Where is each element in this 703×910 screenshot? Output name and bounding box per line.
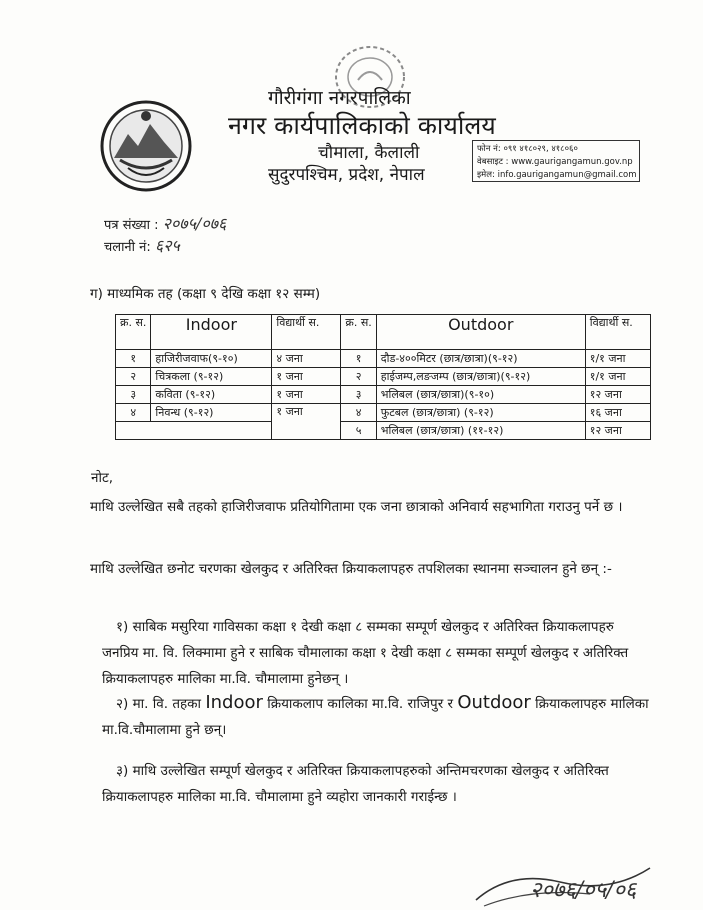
- chalani-value: ६२५: [154, 236, 180, 255]
- patra-label: पत्र संख्या :: [104, 218, 159, 233]
- contact-phone: फोन नं: ०९१ ४१८०२९, ४१८०६०: [477, 144, 578, 154]
- table-header-row: [116, 315, 651, 350]
- outdoor-count: १/१ जना: [585, 368, 650, 386]
- indoor-event: चित्रकला (९-१२): [151, 368, 272, 386]
- p4-text-c: क्रियाकलापहरु मालिका मा.वि.चौमालामा हुने छन्।: [102, 696, 649, 738]
- table-row: [116, 368, 651, 386]
- p4-indoor: Indoor: [205, 692, 263, 713]
- indoor-event: कविता (९-१२): [151, 386, 272, 404]
- outdoor-event: दौड-४००मिटर (छात्र/छात्रा)(९-१२): [376, 350, 585, 368]
- p4-outdoor: Outdoor: [457, 692, 531, 713]
- outdoor-event: भलिबल (छात्र/छात्रा) (११-१२): [376, 422, 585, 440]
- outdoor-count: १२ जना: [585, 422, 650, 440]
- paragraph-3: १) साबिक मसुरिया गाविसका कक्षा १ देखी कक्षा ८ सम्मका सम्पूर्ण खेलकुद र अतिरिक्त क्रियाकलापहरु जनप्रिय मा. वि. लिक्मामा हुने र साबिक चौमालाका कक्षा १ देखी कक्षा ८ सम्मका सम्पूर्ण खेलकुद र अतिरिक्त क्रियाकलापहरु मालिका मा.वि. चौमालामा हुनेछन् ।: [102, 619, 629, 687]
- table-row: [116, 386, 651, 404]
- paragraph-2: माथि उल्लेखित छनोट चरणका खेलकुद र अतिरिक्त क्रियाकलापहरु तपशिलका स्थानमा सञ्चालन हुने छन् :-: [90, 561, 612, 577]
- indoor-count: १ जना: [272, 386, 341, 404]
- indoor-event: निवन्ध (९-१२): [151, 404, 272, 422]
- indoor-sn: ४: [116, 404, 151, 422]
- chalani-label: चलानी नं:: [104, 240, 151, 255]
- outdoor-sn: ३: [341, 386, 376, 404]
- office-province: सुदुरपश्चिम, प्रदेश, नेपाल: [268, 165, 425, 185]
- outdoor-sn: ५: [341, 422, 376, 440]
- header-sn2: क्र. स.: [341, 315, 376, 350]
- indoor-count: ४ जना: [272, 350, 341, 368]
- signature-area: [470, 860, 680, 910]
- outdoor-event: भलिबल (छात्र/छात्रा)(९-१०): [376, 386, 585, 404]
- events-table: [115, 314, 651, 440]
- indoor-event: हाजिरीजवाफ(९-१०): [151, 350, 272, 368]
- outdoor-sn: २: [341, 368, 376, 386]
- paragraph-4: [102, 690, 650, 743]
- p4-text-a: २) मा. वि. तहका: [116, 696, 202, 712]
- contact-email: इमेल: info.gaurigangamun@gmail.com: [477, 170, 637, 180]
- outdoor-count: १२ जना: [585, 386, 650, 404]
- header-students2: विद्यार्थी स.: [585, 315, 650, 350]
- header-students: विद्यार्थी स.: [272, 315, 341, 350]
- office-place: चौमाला, कैलाली: [318, 143, 420, 163]
- outdoor-sn: १: [341, 350, 376, 368]
- header-sn: क्र. स.: [116, 315, 151, 350]
- indoor-sn: २: [116, 368, 151, 386]
- contact-website: वेबसाइट : www.gaurigangamun.gov.np: [477, 157, 633, 167]
- indoor-sn: ३: [116, 386, 151, 404]
- paragraph-5: ३) माथि उल्लेखित सम्पूर्ण खेलकुद र अतिरिक्त क्रियाकलापहरुको अन्तिमचरणका खेलकुद र अतिरिक्त क्रियाकलापहरु मालिका मा.वि. चौमालामा हुने व्यहोरा जानकारी गराईन्छ ।: [102, 763, 609, 805]
- indoor-count: १ जना: [272, 368, 341, 386]
- patra-sankhya: [104, 212, 226, 234]
- section-title: ग) माध्यमिक तह (कक्षा ९ देखि कक्षा १२ सम्म): [90, 286, 321, 302]
- chalani-number: [104, 234, 180, 256]
- contact-box: [472, 140, 640, 182]
- outdoor-event: हाईजम्प,लङजम्प (छात्र/छात्रा)(९-१२): [376, 368, 585, 386]
- office-name: नगर कार्यपालिकाको कार्यालय: [228, 111, 496, 140]
- table-row: [116, 404, 651, 422]
- indoor-count: १ जना: [272, 404, 341, 440]
- table-row: [116, 422, 651, 440]
- p4-text-b: क्रियाकलाप कालिका मा.वि. राजिपुर र: [267, 696, 454, 712]
- signature-date: २०७६/०५/०६: [530, 878, 637, 903]
- header-indoor: Indoor: [151, 315, 272, 350]
- outdoor-event: फुटबल (छात्र/छात्रा) (९-१२): [376, 404, 585, 422]
- table-row: [116, 350, 651, 368]
- note-label: नोट,: [91, 470, 114, 486]
- paragraph-1: माथि उल्लेखित सबै तहको हाजिरीजवाफ प्रतियोगितामा एक जना छात्राको अनिवार्य सहभागिता गराउनु पर्ने छ ।: [90, 499, 623, 515]
- indoor-sn: १: [116, 350, 151, 368]
- header-outdoor: Outdoor: [376, 315, 585, 350]
- municipality-name: गौरीगंगा नगरपालिका: [268, 87, 411, 109]
- nepal-emblem-icon: [98, 98, 194, 194]
- empty-cell: [116, 422, 272, 440]
- outdoor-count: १/१ जना: [585, 350, 650, 368]
- outdoor-sn: ४: [341, 404, 376, 422]
- patra-value: २०७५/०७६: [162, 214, 227, 233]
- outdoor-count: १६ जना: [585, 404, 650, 422]
